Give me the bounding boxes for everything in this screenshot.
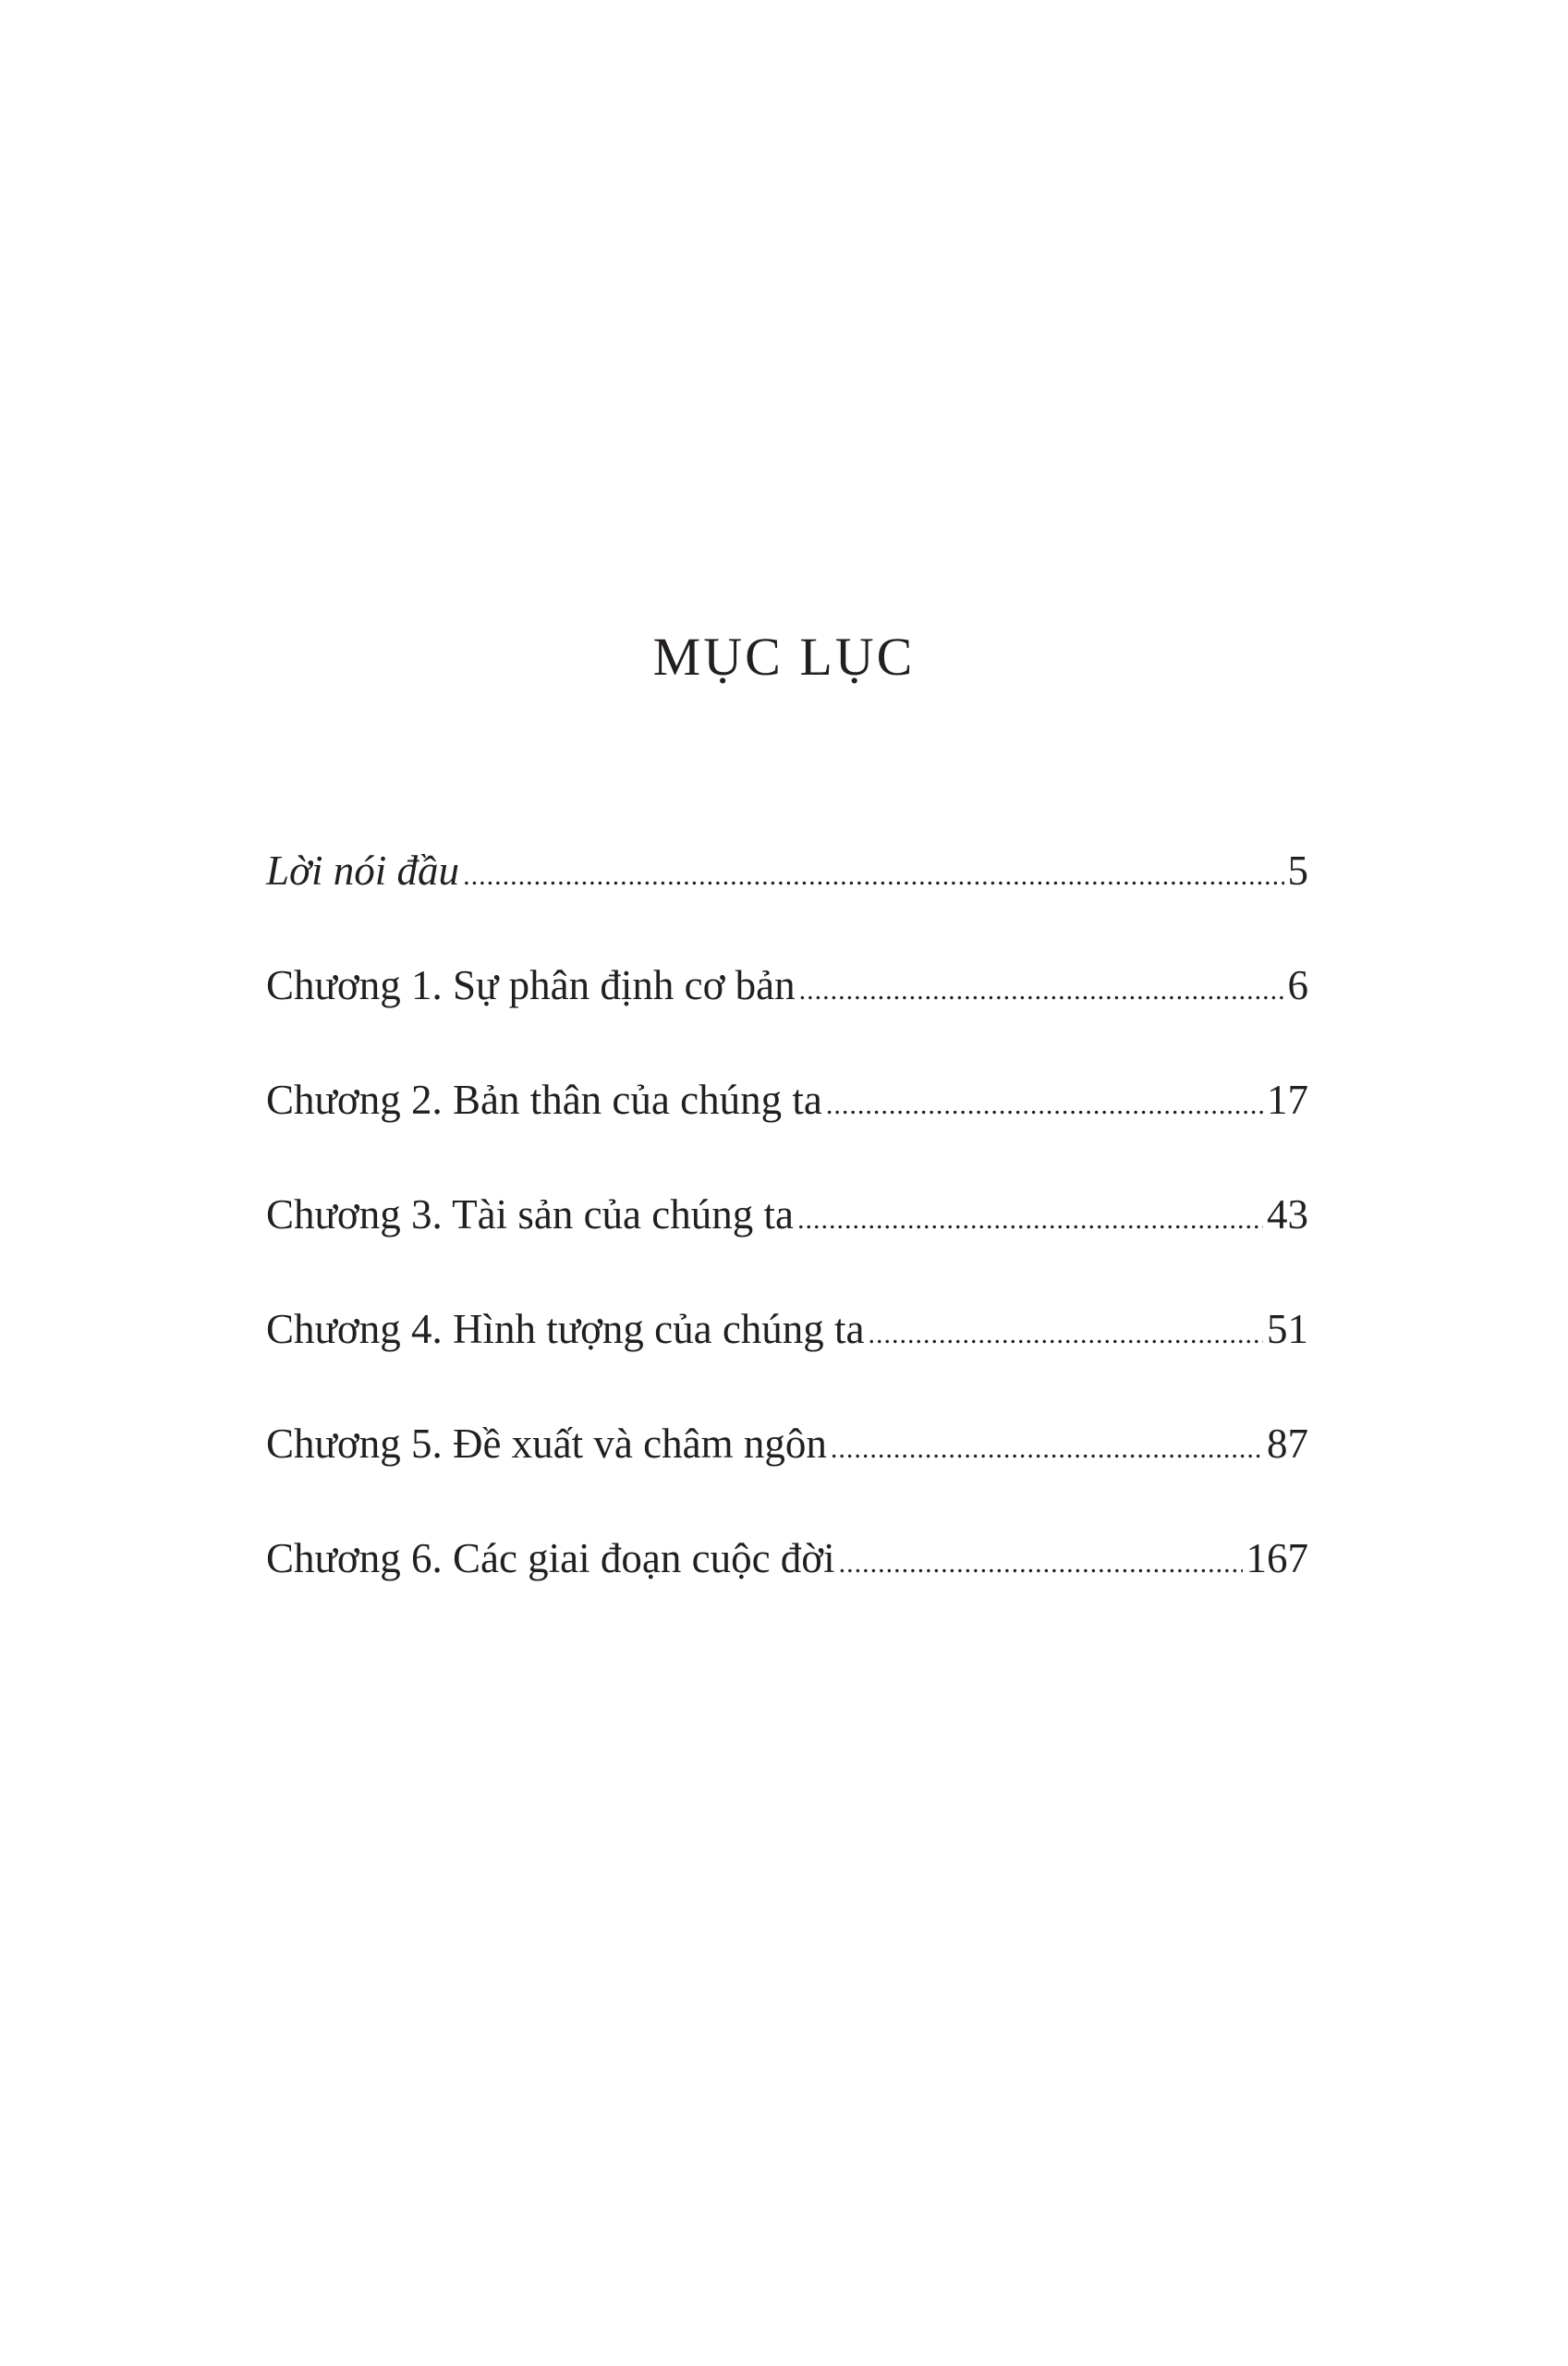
toc-entry-label: Chương 4. Hình tượng của chúng ta — [266, 1306, 865, 1352]
toc-entry-chapter-5 — [266, 1407, 1308, 1521]
toc-page-number: 17 — [1267, 1077, 1308, 1123]
toc-page-number: 51 — [1267, 1306, 1308, 1352]
toc-page-number: 5 — [1287, 848, 1308, 894]
toc-entry-label: Chương 2. Bản thân của chúng ta — [266, 1077, 822, 1123]
toc-entry-chapter-4 — [266, 1292, 1308, 1407]
page-title: MỤC LỤC — [652, 627, 916, 687]
toc-entry-label: Lời nói đầu — [266, 848, 460, 894]
dot-leader — [797, 1183, 1263, 1257]
dot-leader — [831, 1412, 1263, 1486]
toc-entry-label: Chương 3. Tài sản của chúng ta — [266, 1191, 794, 1238]
toc-entry-preface — [266, 834, 1308, 948]
toc-page-number: 87 — [1267, 1421, 1308, 1467]
toc-entry-chapter-6 — [266, 1521, 1308, 1636]
toc-entry-chapter-3 — [266, 1177, 1308, 1292]
toc-entry-label: Chương 5. Đề xuất và châm ngôn — [266, 1421, 827, 1467]
dot-leader — [839, 1527, 1243, 1601]
toc-entry-chapter-2 — [266, 1063, 1308, 1177]
toc-entry-chapter-1 — [266, 948, 1308, 1063]
dot-leader — [799, 954, 1284, 1028]
dot-leader — [463, 839, 1283, 913]
toc-page-number: 167 — [1246, 1535, 1308, 1581]
table-of-contents — [266, 834, 1308, 1636]
toc-page-number: 43 — [1267, 1191, 1308, 1238]
toc-entry-label: Chương 6. Các giai đoạn cuộc đời — [266, 1535, 835, 1581]
toc-entry-label: Chương 1. Sự phân định cơ bản — [266, 962, 796, 1008]
dot-leader — [826, 1068, 1263, 1142]
toc-page-number: 6 — [1287, 962, 1308, 1008]
dot-leader — [869, 1298, 1263, 1372]
